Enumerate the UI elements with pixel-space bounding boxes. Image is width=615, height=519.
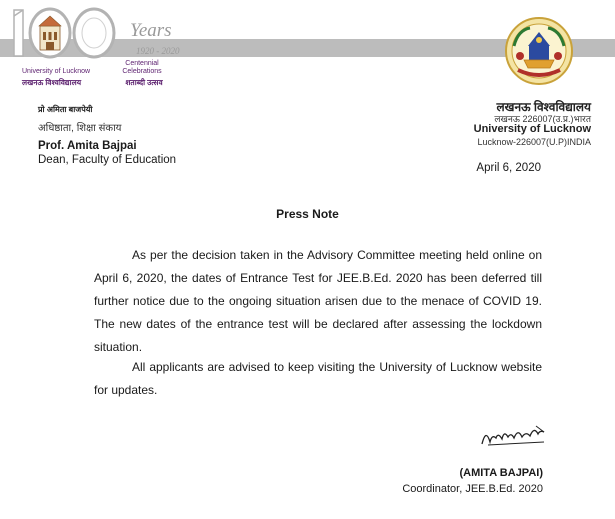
university-name-hindi: लखनऊ विश्वविद्यालय	[496, 100, 591, 114]
university-crest	[504, 16, 574, 86]
sender-title-hindi: अधिष्ठाता, शिक्षा संकाय	[38, 123, 122, 134]
press-note-title: Press Note	[276, 207, 339, 221]
university-address: Lucknow-226007(U.P)INDIA	[477, 137, 591, 147]
sender-name: Prof. Amita Bajpai	[38, 140, 137, 152]
signatory-name: (AMITA BAJPAI)	[459, 467, 543, 479]
signatory-title: Coordinator, JEE.B.Ed. 2020	[402, 483, 543, 495]
university-address-hindi: लखनऊ 226007(उ.प्र.)भारत	[494, 114, 591, 124]
logo-years-word: Years	[130, 20, 172, 41]
logo-university-hindi: लखनऊ विश्वविद्यालय	[22, 78, 82, 87]
logo-years-range: 1920 - 2020	[136, 46, 180, 56]
logo-university: University of Lucknow	[22, 68, 91, 75]
crest-icon	[504, 16, 574, 86]
signature-graphic	[478, 422, 558, 452]
signature	[478, 422, 558, 452]
logo-celebration-hindi: शताब्दी उत्सव	[125, 78, 163, 87]
sender-title: Dean, Faculty of Education	[38, 154, 177, 166]
letter-date: April 6, 2020	[476, 162, 541, 174]
sender-name-hindi: प्रो अमिता बाजपेयी	[38, 105, 93, 114]
centenary-logo	[12, 6, 182, 90]
body-paragraph-2: All applicants are advised to keep visiting the University of Lucknow website for updates.	[94, 360, 542, 397]
logo-celebration: Centennial Celebrations	[122, 60, 162, 75]
university-name: University of Lucknow	[473, 123, 591, 135]
body-paragraph-1: As per the decision taken in the Advisory Committee meeting held online on April 6, 2020, the dates of Entrance Test for JEE.B.Ed. 2020 has been deferred till further notice due to the ongoing situation arisen due to the menace of COVID 19. The new dates of the entrance test will be declared after assessing the lockdown situation.	[94, 248, 542, 354]
